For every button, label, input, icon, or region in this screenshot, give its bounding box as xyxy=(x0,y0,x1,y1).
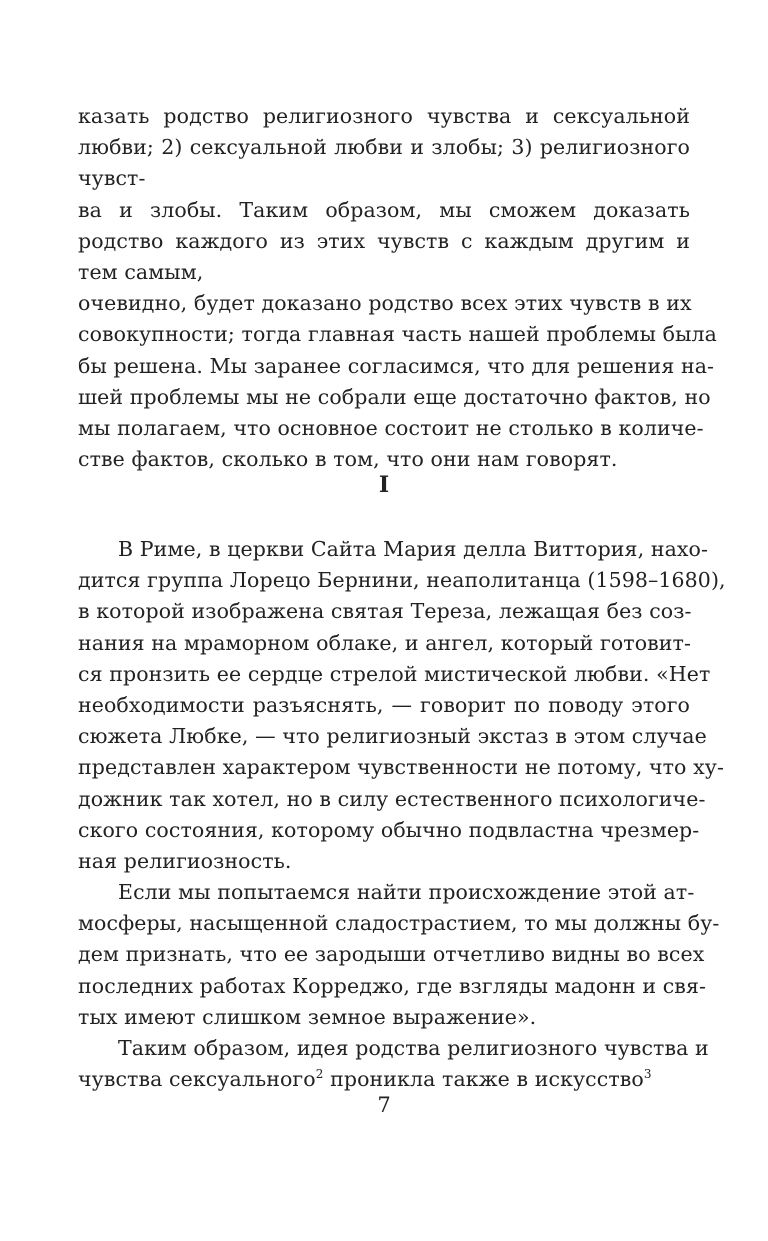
text-line: в которой изображена святая Тереза, лежащая без соз- xyxy=(78,599,692,624)
text-line: дожник так хотел, но в силу естественного психологиче- xyxy=(78,786,706,811)
text-line: представлен характером чувственности не потому, что ху- xyxy=(78,755,724,780)
text-line: стве фактов, сколько в том, что они нам говорят. xyxy=(78,447,618,472)
text-fragment: проникла также в искусство xyxy=(323,1067,644,1092)
text-line: В Риме, в церкви Сайта Мария делла Виттория, нахо- xyxy=(118,537,709,561)
text-line: ского состояния, которому обычно подвластна чрезмер- xyxy=(78,817,700,842)
text-fragment: чувства сексуального xyxy=(78,1067,316,1092)
text-line: очевидно, будет доказано родство всех этих чувств в их xyxy=(78,291,692,316)
paragraph-1 xyxy=(78,534,726,877)
paragraph-2 xyxy=(78,877,720,1033)
text-line: Таким образом, идея родства религиозного чувства и xyxy=(118,1036,709,1060)
text-line: нания на мраморном облаке, и ангел, который готовит- xyxy=(78,630,692,655)
text-line xyxy=(78,1064,690,1095)
text-line: шей проблемы мы не собрали еще достаточно фактов, но xyxy=(78,384,711,409)
paragraph-3 xyxy=(78,1033,709,1095)
text-line: ва и злобы. Таким образом, мы сможем доказать родство каждого из этих чувств с каждым другим и тем самым, xyxy=(78,197,690,285)
text-line: последних работах Корреджо, где взгляды мадонн и свя- xyxy=(78,973,706,998)
text-line: казать родство религиозного чувства и сексуальной любви; 2) сексуальной любви и злобы; 3) религиозного чувст- xyxy=(78,104,690,191)
text-line: совокупности; тогда главная часть нашей проблемы была xyxy=(78,322,717,347)
footnote-marker[interactable]: 3 xyxy=(643,1067,652,1082)
text-line: мосферы, насыщенной сладострастием, то мы должны бу- xyxy=(78,911,720,936)
text-line: ная религиозность. xyxy=(78,849,292,874)
section-heading: I xyxy=(378,472,390,498)
intro-paragraph xyxy=(78,101,717,475)
text-line: тых имеют слишком земное выражение». xyxy=(78,1004,537,1029)
page-number: 7 xyxy=(377,1093,391,1117)
text-line: ся пронзить ее сердце стрелой мистической любви. «Нет xyxy=(78,661,711,686)
text-line: дем признать, что ее зародыши отчетливо видны во всех xyxy=(78,942,705,967)
text-line: Если мы попытаемся найти происхождение этой ат- xyxy=(118,880,695,904)
text-line: сюжета Любке, — что религиозный экстаз в этом случае xyxy=(78,724,707,749)
text-line: мы полагаем, что основное состоит не столько в количе- xyxy=(78,416,704,441)
text-line: необходимости разъяснять, — говорит по поводу этого xyxy=(78,693,690,718)
text-line: дится группа Лорецо Бернини, неаполитанца (1598–1680), xyxy=(78,568,726,593)
footnote-marker[interactable]: 2 xyxy=(315,1067,324,1082)
text-line: бы решена. Мы заранее согласимся, что для решения на- xyxy=(78,353,715,378)
